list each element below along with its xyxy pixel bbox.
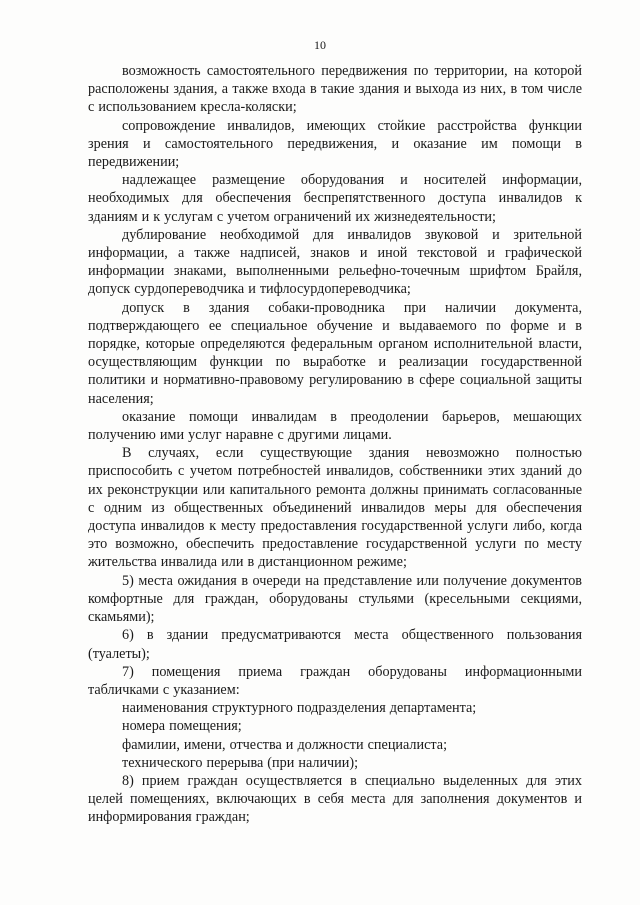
paragraph: допуск в здания собаки-проводника при наличии документа, подтверждающего ее специальное обучение и выдаваемого по форме и в порядке, которые определяются федеральным органом исполнительной власти, осуществляющим функции по выработке и реализации государственной политики и нормативно-правовому регулированию в сфере социальной защиты населения; xyxy=(88,299,582,407)
page-number: 10 xyxy=(314,38,326,52)
paragraph: сопровождение инвалидов, имеющих стойкие расстройства функции зрения и самостоятельного передвижения, и оказание им помощи в передвижении; xyxy=(88,117,582,171)
paragraph: возможность самостоятельного передвижения по территории, на которой расположены здания, а также входа в такие здания и выхода из них, в том числе с использованием кресла-коляски; xyxy=(88,63,582,116)
list-item: 6) в здании предусматриваются места общественного пользования (туалеты); xyxy=(88,627,582,662)
sub-item: технического перерыва (при наличии); xyxy=(122,754,359,771)
document-body xyxy=(88,62,582,827)
paragraph: В случаях, если существующие здания невозможно полностью приспособить с учетом потребностей инвалидов, собственники этих зданий до их реконструкции или капитального ремонта должны принимать согласованные с одним из общественных объединений инвалидов меры для обеспечения доступа инвалидов к месту предоставления государственной услуги либо, когда это возможно, обеспечить предоставление государственной услуги по месту жительства инвалида или в дистанционном режиме; xyxy=(88,445,582,571)
sub-item: наименования структурного подразделения департамента; xyxy=(122,700,477,717)
sub-item: номера помещения; xyxy=(122,718,242,735)
list-item: 7) помещения приема граждан оборудованы информационными табличками с указанием: xyxy=(88,663,582,698)
paragraph: надлежащее размещение оборудования и носителей информации, необходимых для обеспечения беспрепятственного доступа инвалидов к зданиям и к услугам с учетом ограничений их жизнедеятельности; xyxy=(88,172,582,225)
sub-item: фамилии, имени, отчества и должности специалиста; xyxy=(122,736,448,753)
list-item: 8) прием граждан осуществляется в специально выделенных для этих целей помещениях, включающих в себя места для заполнения документов и информирования граждан; xyxy=(88,772,582,826)
paragraph: оказание помощи инвалидам в преодолении барьеров, мешающих получению ими услуг наравне с другими лицами. xyxy=(88,408,582,444)
list-item: 5) места ожидания в очереди на представление или получение документов комфортные для граждан, оборудованы стульями (кресельными секциями, скамьями); xyxy=(88,572,582,626)
paragraph: дублирование необходимой для инвалидов звуковой и зрительной информации, а также надписей, знаков и иной текстовой и графической информации знаками, выполненными рельефно-точечным шрифтом Брайля, допуск сурдопереводчика и тифлосурдопереводчика; xyxy=(88,226,582,298)
